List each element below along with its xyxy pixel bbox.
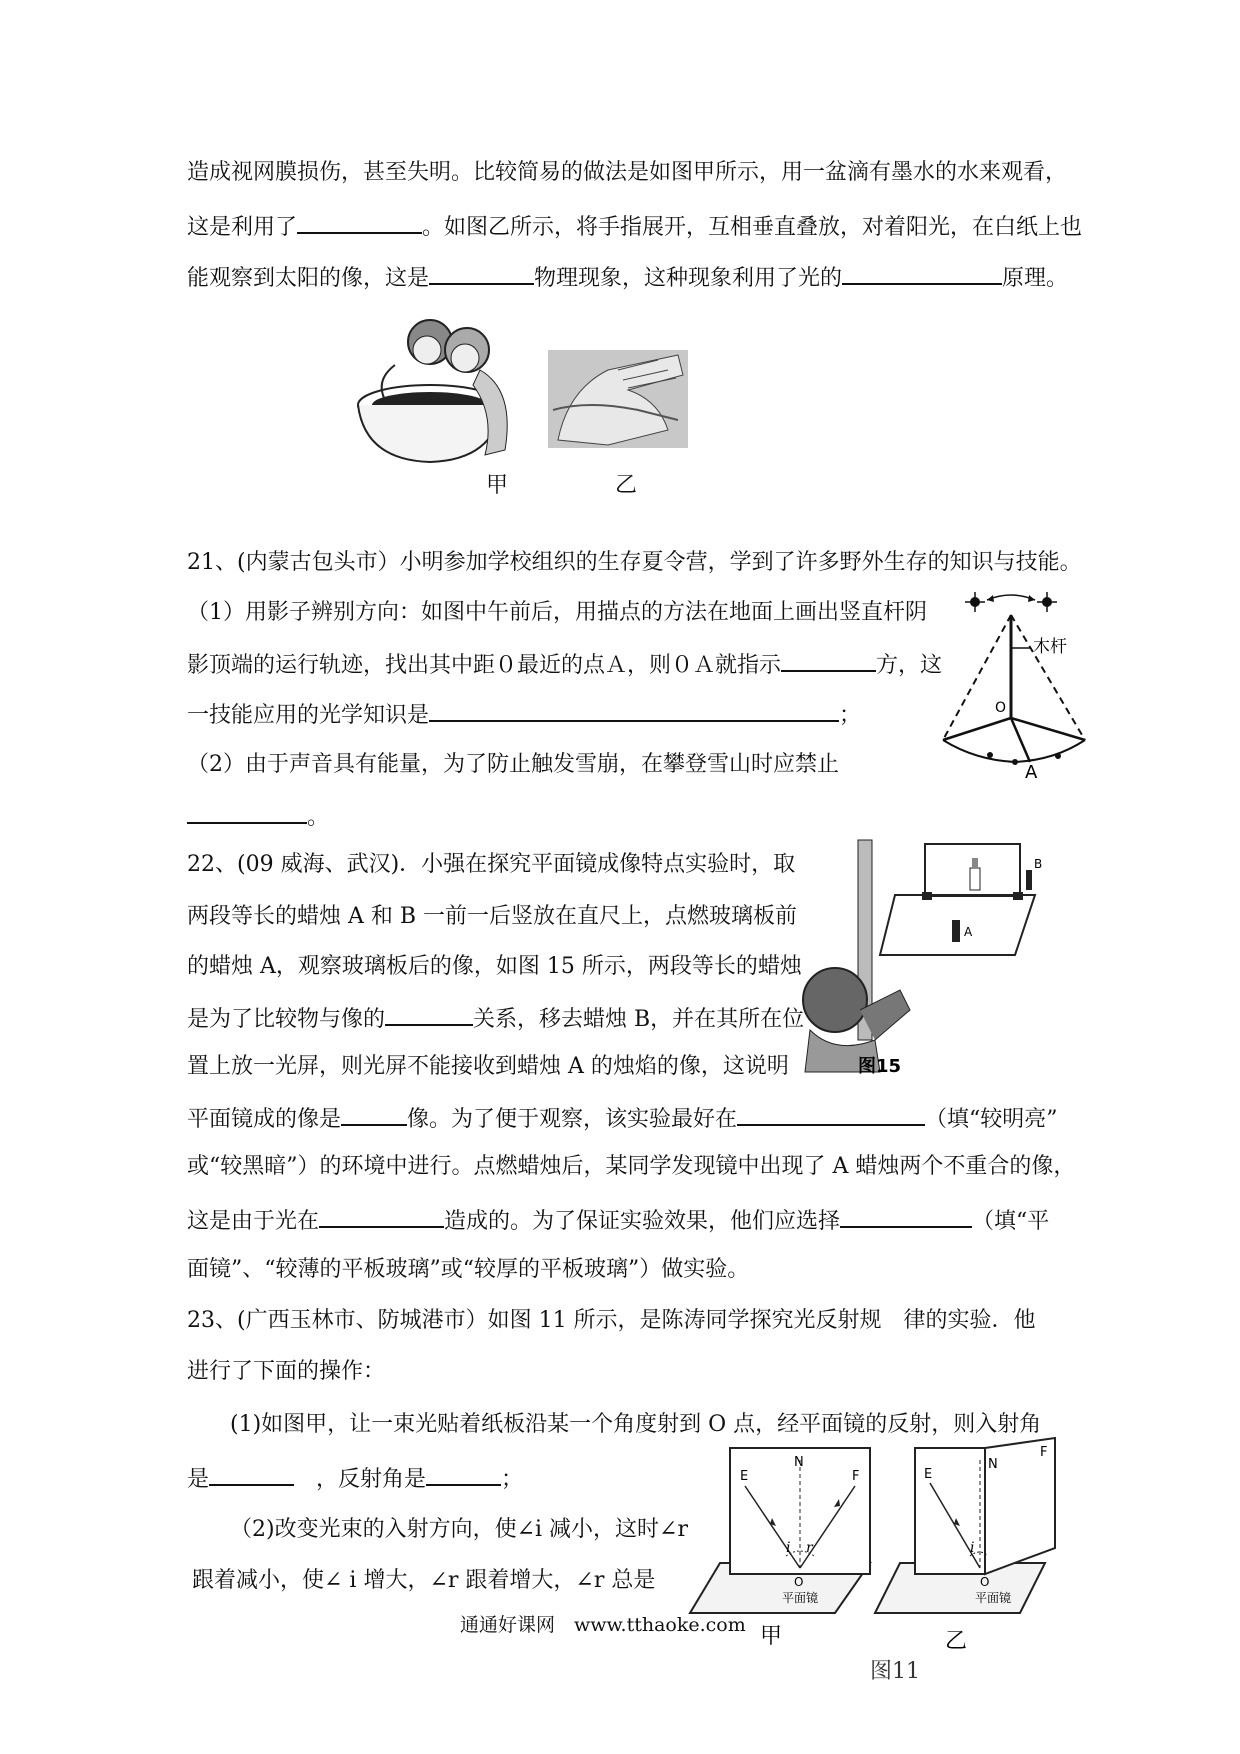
- q21-text: 。: [307, 805, 330, 830]
- label-candle-a: A: [964, 925, 973, 939]
- label-r: r: [806, 1540, 813, 1556]
- answer-blank[interactable]: [341, 1102, 407, 1126]
- q23-line-3: (1)如图甲，让一束光贴着纸板沿某一个角度射到 O 点，经平面镜的反射，则入射角: [230, 1412, 1042, 1437]
- label-f: F: [852, 1469, 860, 1484]
- caption-jia: 甲: [760, 1624, 783, 1649]
- q23-line-5: （2)改变光束的入射方向，使∠i 减小，这时∠r: [230, 1517, 688, 1542]
- intro-text: 。如图乙所示，将手指展开，互相垂直叠放，对着阳光，在白纸上也: [422, 215, 1083, 240]
- caption-yi: 乙: [615, 473, 638, 498]
- label-e: E: [740, 1469, 749, 1484]
- caption-jia: 甲: [486, 473, 509, 498]
- answer-blank[interactable]: [385, 1002, 473, 1026]
- label-mirror: 平面镜: [975, 1591, 1012, 1605]
- q22-text: （填“较明亮”: [925, 1107, 1058, 1132]
- intro-text: 这是利用了: [187, 215, 298, 240]
- intro-text: 原理。: [1002, 266, 1069, 291]
- q22-line-5: 置上放一光屏，则光屏不能接收到蜡烛 A 的烛焰的像，这说明: [187, 1054, 789, 1079]
- intro-line-2: [187, 210, 1082, 243]
- answer-blank[interactable]: [426, 1462, 501, 1486]
- caption-yi: 乙: [945, 1629, 968, 1654]
- q22-line-4: [187, 1002, 804, 1035]
- label-n: N: [794, 1455, 804, 1470]
- answer-blank[interactable]: [297, 210, 422, 234]
- answer-blank[interactable]: [187, 800, 307, 824]
- answer-blank[interactable]: [319, 1204, 444, 1228]
- q22-text: （填“平: [972, 1209, 1050, 1234]
- q22-text: 是为了比较物与像的: [187, 1007, 386, 1032]
- figure-15-caption: 图15: [858, 1056, 902, 1077]
- label-pole: 木杆: [1033, 637, 1067, 657]
- figure-yi-panel: [875, 1438, 1055, 1654]
- figure-mirror-experiment: [800, 840, 1050, 1080]
- q23-line-6: 跟着减小，使∠ i 增大，∠r 跟着增大，∠r 总是: [192, 1568, 656, 1593]
- q23-line-4: [187, 1462, 523, 1495]
- intro-line-3: [187, 261, 1068, 294]
- q22-line-3: 的蜡烛 A，观察玻璃板后的像，如图 15 所示，两段等长的蜡烛: [187, 954, 802, 979]
- answer-blank[interactable]: [429, 261, 534, 285]
- label-n: N: [988, 1457, 998, 1472]
- q21-text: 影顶端的运行轨迹，找出其中距０最近的点Ａ，则０Ａ就指示: [187, 653, 782, 678]
- q21-text: ；: [839, 703, 862, 728]
- intro-line-1: 造成视网膜损伤，甚至失明。比较简易的做法是如图甲所示，用一盆滴有墨水的水来观看，: [187, 160, 1068, 185]
- label-o: O: [794, 1575, 804, 1589]
- q23-line-2: 进行了下面的操作：: [187, 1359, 386, 1384]
- q22-text: 像。为了便于观察，该实验最好在: [407, 1107, 738, 1132]
- q21-text: 方，这: [876, 653, 943, 678]
- q22-line-2: 两段等长的蜡烛 A 和 B 一前一后竖放在直尺上，点燃玻璃板前: [187, 904, 798, 929]
- q22-line-1: 22、(09 威海、武汉)．小强在探究平面镜成像特点实验时，取: [187, 852, 796, 877]
- q22-text: 这是由于光在: [187, 1209, 320, 1234]
- q23-line-1: 23、(广西玉林市、防城港市）如图 11 所示，是陈涛同学探究光反射规 律的实验．他: [187, 1308, 1036, 1333]
- answer-blank[interactable]: [737, 1102, 925, 1126]
- q21-line-1: （1）用影子辨别方向：如图中午前后，用描点的方法在地面上画出竖直杆阴: [187, 600, 927, 625]
- q21-line-4: （2）由于声音具有能量，为了防止触发雪崩，在攀登雪山时应禁止: [187, 752, 839, 777]
- label-i: i: [970, 1540, 975, 1556]
- label-a: A: [1025, 762, 1038, 783]
- label-mirror: 平面镜: [782, 1591, 819, 1605]
- q22-text: 造成的。为了保证实验效果，他们应选择: [444, 1209, 841, 1234]
- q22-text: 平面镜成的像是: [187, 1107, 342, 1132]
- q21-title: 21、(内蒙古包头市）小明参加学校组织的生存夏令营，学到了许多野外生存的知识与技能。: [187, 550, 1082, 575]
- figure-reflection-experiment: [690, 1438, 1060, 1683]
- figure-crossed-hands: [548, 350, 688, 448]
- q23-text: ，反射角是: [316, 1467, 427, 1492]
- q22-line-6: [187, 1102, 1058, 1135]
- q21-line-3: [187, 698, 861, 731]
- q21-line-2: [187, 648, 942, 681]
- intro-text: 物理现象，这种现象利用了光的: [534, 266, 843, 291]
- label-o: O: [980, 1575, 990, 1589]
- q22-line-7: 或“较黑暗”）的环境中进行。点燃蜡烛后，某同学发现镜中出现了 A 蜡烛两个不重合的像，: [187, 1154, 1076, 1179]
- figure-11-caption: 图11: [870, 1659, 920, 1684]
- label-candle-b: B: [1034, 857, 1043, 871]
- figure-basin-children: [355, 320, 525, 465]
- label-f: F: [1040, 1445, 1048, 1460]
- q22-text: 关系，移去蜡烛 B，并在其所在位: [473, 1007, 805, 1032]
- label-o: O: [995, 700, 1007, 716]
- q22-line-9: 面镜”、“较薄的平板玻璃”或“较厚的平板玻璃”）做实验。: [187, 1257, 750, 1282]
- q21-line-5: [187, 800, 329, 833]
- answer-blank[interactable]: [840, 1204, 972, 1228]
- answer-blank[interactable]: [781, 648, 876, 672]
- intro-text: 能观察到太阳的像，这是: [187, 266, 430, 291]
- answer-blank[interactable]: [429, 698, 839, 722]
- answer-blank[interactable]: [209, 1462, 294, 1486]
- figure-shadow-pole: [935, 590, 1110, 783]
- page-footer: 通通好课网 www.tthaoke.com: [460, 1614, 746, 1636]
- q22-line-8: [187, 1204, 1049, 1237]
- q21-text: 一技能应用的光学知识是: [187, 703, 430, 728]
- answer-blank[interactable]: [842, 261, 1002, 285]
- q23-text: 是: [187, 1467, 210, 1492]
- label-e: E: [924, 1467, 933, 1482]
- q23-text: ；: [501, 1467, 524, 1492]
- label-i: i: [786, 1540, 791, 1556]
- q23-text: [294, 1467, 316, 1492]
